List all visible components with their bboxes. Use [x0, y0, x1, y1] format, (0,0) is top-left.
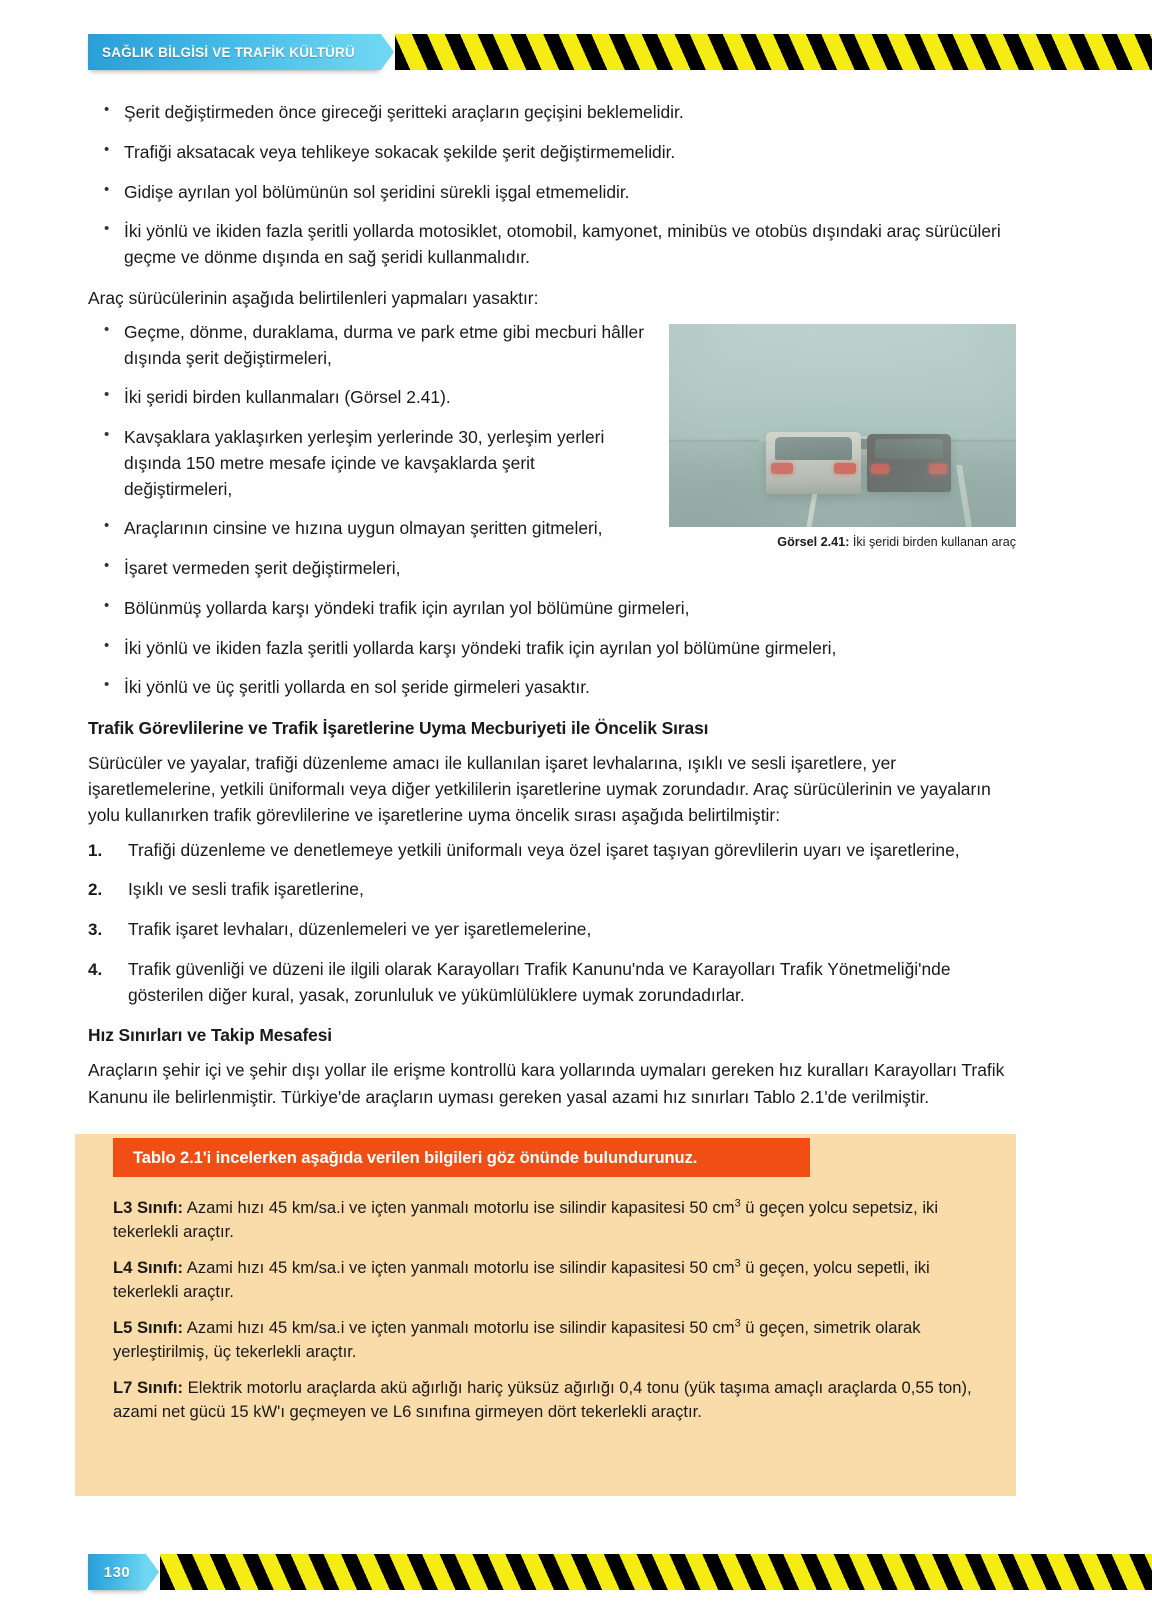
class-text-after: ü geçen, yolcu sepetli, iki tekerlekli araçtır.	[113, 1258, 930, 1301]
list-item: • Trafiği aksatacak veya tehlikeye sokacak şekilde şerit değiştirmemelidir.	[88, 140, 1016, 166]
hazard-stripe-decoration-footer	[160, 1554, 1152, 1590]
top-rules-list	[88, 100, 1016, 271]
class-label: L5 Sınıfı:	[113, 1318, 184, 1338]
superscript: 3	[734, 1257, 741, 1270]
superscript: 3	[734, 1197, 741, 1210]
figure-caption-label: Görsel 2.41:	[777, 534, 850, 549]
class-text-after: ü geçen, simetrik olarak yerleştirilmiş, üç tekerlekli araçtır.	[113, 1318, 921, 1361]
class-text-after: ü geçen yolcu sepetsiz, iki tekerlekli araçtır.	[113, 1198, 939, 1241]
note-item-l4	[113, 1256, 983, 1303]
list-item: • İşaret vermeden şerit değiştirmeleri,	[88, 556, 1016, 582]
list-item: • İki yönlü ve ikiden fazla şeritli yollarda karşı yöndeki trafik için ayrılan yol bölümüne girmeleri,	[88, 636, 1016, 662]
class-label: L7 Sınıfı:	[113, 1378, 184, 1398]
section-paragraph-speed-limits: Araçların şehir içi ve şehir dışı yollar ile erişme kontrollü kara yollarında uymaları gereken hız kuralları Karayolları Trafik Kanunu ile belirlenmiştir. Türkiye'de araçların uyması gereken yasal azami hız sınırları Tablo 2.1'de verilmiştir.	[88, 1060, 1005, 1107]
list-item: • Geçme, dönme, duraklama, durma ve park etme gibi mecburi hâller dışında şerit değiştirmeleri,	[88, 320, 1016, 372]
page-number-label: 130	[103, 1563, 131, 1581]
subject-title-label: SAĞLIK BİLGİSİ VE TRAFİK KÜLTÜRÜ	[102, 44, 355, 60]
page-header	[0, 34, 1152, 70]
list-item: Trafik işaret levhaları, düzenlemeleri ve yer işaretlemelerine,	[128, 919, 592, 940]
list-item: • Kavşaklara yaklaşırken yerleşim yerlerinde 30, yerleşim yerleri dışında 150 metre mesafe içinde ve kavşaklarda şerit değiştirmeleri,	[88, 425, 1016, 502]
hazard-stripe-decoration	[395, 34, 1152, 70]
subject-title-tab	[88, 34, 381, 70]
note-banner-label: Tablo 2.1'i incelerken aşağıda verilen bilgileri göz önünde bulundurunuz.	[133, 1147, 698, 1167]
list-item: • İki şeridi birden kullanmaları (Görsel 2.41).	[88, 385, 1016, 411]
note-body	[113, 1196, 983, 1437]
class-text-before: Azami hızı 45 km/sa.i ve içten yanmalı motorlu ise silindir kapasitesi 50 cm	[183, 1198, 735, 1217]
list-item: • Araçlarının cinsine ve hızına uygun olmayan şeritten gitmeleri,	[88, 516, 1016, 542]
class-label: L3 Sınıfı:	[113, 1198, 184, 1217]
class-text-before: Azami hızı 45 km/sa.i ve içten yanmalı motorlu ise silindir kapasitesi 50 cm	[183, 1258, 735, 1278]
class-label: L4 Sınıfı:	[113, 1258, 184, 1278]
note-item-l3	[113, 1196, 983, 1243]
note-banner	[113, 1138, 810, 1177]
note-item-l7	[113, 1376, 983, 1423]
list-item: • İki yönlü ve üç şeritli yollarda en sol şeride girmeleri yasaktır.	[88, 675, 1016, 701]
list-item: Trafiği düzenleme ve denetlemeye yetkili üniformalı veya özel işaret taşıyan görevlilerin uyarı ve işaretlerine,	[128, 839, 960, 860]
list-item: • Bölünmüş yollarda karşı yöndeki trafik için ayrılan yol bölümüne girmeleri,	[88, 596, 1016, 622]
note-item-l5	[113, 1316, 983, 1363]
class-text-before: Elektrik motorlu araçlarda akü ağırlığı hariç yüksüz ağırlığı 0,4 tonu (yük taşıma amaçlı araçlarda 0,55 ton), azami net gücü 15 kW'ı geçmeyen ve L6 sınıfına girmeyen dört tekerlekli araçtır.	[113, 1378, 972, 1421]
priority-order-list	[88, 838, 1016, 1009]
figure-caption-text: İki şeridi birden kullanan araç	[849, 534, 1016, 549]
section-heading-traffic-officers: Trafik Görevlilerine ve Trafik İşaretlerine Uyma Mecburiyeti ile Öncelik Sırası	[88, 718, 709, 739]
page-footer	[0, 1554, 1152, 1590]
list-item: • Gidişe ayrılan yol bölümünün sol şeridini sürekli işgal etmemelidir.	[88, 180, 1016, 206]
prohibited-intro-paragraph: Araç sürücülerinin aşağıda belirtilenleri yapmaları yasaktır:	[88, 287, 539, 308]
info-note-box	[75, 1134, 1016, 1496]
class-text-before: Azami hızı 45 km/sa.i ve içten yanmalı motorlu ise silindir kapasitesi 50 cm	[183, 1318, 735, 1338]
list-item: Trafik güvenliği ve düzeni ile ilgili olarak Karayolları Trafik Kanunu'nda ve Karayolları Trafik Yönetmeliği'nde gösterilen diğer kural, yasak, zorunluluk ve yükümlülüklere uymak zorundadırlar.	[128, 958, 951, 1005]
section-heading-speed-limits: Hız Sınırları ve Takip Mesafesi	[88, 1025, 333, 1046]
section-paragraph-traffic-officers: Sürücüler ve yayalar, trafiği düzenleme amacı ile kullanılan işaret levhalarına, ışıklı ve sesli işaretlere, yer işaretlemelerine, yetkili üniformalı veya diğer yetkililerin işaretlerine uymak zorundadır. Araç sürücülerinin ve yayaların yolu kullanırken trafik görevlilerine ve işaretlerine uyma öncelik sırası aşağıda belirtilmiştir:	[88, 753, 991, 826]
list-item: Işıklı ve sesli trafik işaretlerine,	[128, 879, 364, 900]
list-item: • İki yönlü ve ikiden fazla şeritli yollarda motosiklet, otomobil, kamyonet, minibüs ve otobüs dışındaki araç sürücüleri geçme ve dönme dışında en sağ şeridi kullanmalıdır.	[88, 219, 1016, 271]
page-number-tab	[88, 1554, 146, 1590]
page-content	[88, 100, 1016, 1119]
superscript: 3	[734, 1317, 741, 1330]
list-item: • Şerit değiştirmeden önce gireceği şeritteki araçların geçişini beklemelidir.	[88, 100, 1016, 126]
